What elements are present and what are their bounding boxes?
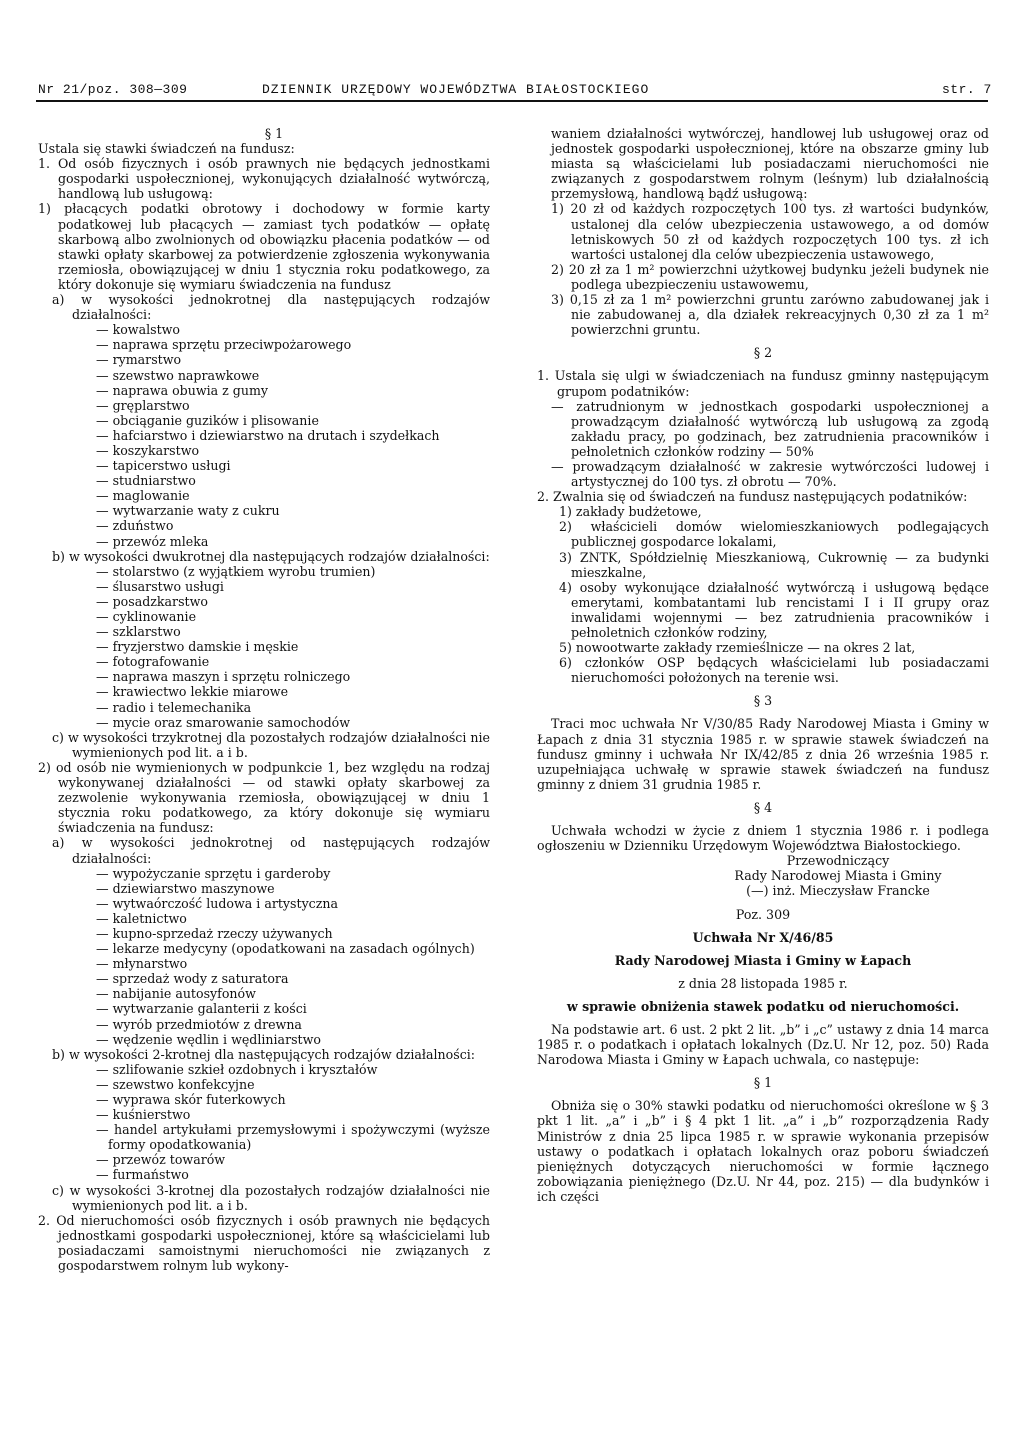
- paragraph-1: 1. Od osób fizycznych i osób prawnych nie będących jednostkami gospodarki uspołecznionej, wykonujących działalność wytwórczą, handlową lub usługową:: [38, 156, 490, 202]
- list-item: — posadzkarstwo: [96, 593, 208, 609]
- page-number: str. 7: [942, 82, 992, 97]
- resolution-body: Rady Narodowej Miasta i Gminy w Łapach: [614, 952, 912, 968]
- list-item: — stolarstwo (z wyjątkiem wyrobu trumien): [96, 563, 376, 579]
- section-1b-text: Obniża się o 30% stawki podatku od nieruchomości określone w § 3 pkt 1 lit. „a” i „b” i § 4 pkt 1 lit. „a” i „b” rozporządzenia Rady Ministrów z dnia 25 lipca 1985 r. w sprawie wykonania przepisów ustawy o podatkach i opłatach lokalnych oraz poboru świadczeń pieniężnych dotyczących nieruchomości w formie łącznego zobowiązania pieniężnego (Dz.U. Nr 44, poz. 215) — dla budynków i ich części: [537, 1098, 989, 1204]
- list-item: — kuśnierstwo: [96, 1107, 191, 1123]
- list-item: — wyprawa skór futerkowych: [96, 1092, 286, 1107]
- list-item: — tapicerstwo usługi: [96, 458, 231, 474]
- list-item: — furmaństwo: [96, 1167, 189, 1183]
- list-item: — obciąganie guzików i plisowanie: [96, 412, 319, 428]
- resolution-date: z dnia 28 listopada 1985 r.: [678, 975, 848, 991]
- section-4-text: Uchwała wchodzi w życie z dniem 1 stycznia 1986 r. i podlega ogłoszeniu w Dzienniku Urzędowym Województwa Białostockiego.: [537, 823, 989, 854]
- list-item: — radio i telemechanika: [96, 699, 252, 715]
- list-item: — gręplarstwo: [96, 397, 190, 413]
- relief-intro: 1. Ustala się ulgi w świadczeniach na fundusz gminny następującym grupom podatników:: [537, 368, 989, 399]
- list-item: — ślusarstwo usługi: [96, 578, 224, 594]
- left-column: [38, 126, 490, 1426]
- point-1: 1) płacących podatki obrotowy i dochodowy w formie karty podatkowej lub płacących — zamiast tych podatków — opłatę skarbową albo zwolnionych od obowiązku płacenia podatków — od stawki opłaty skarbowej za potwierdzenie zgłoszenia wykonywania rzemiosła, obowiązującej w dniu 1 stycznia roku podatkowego, za który dokonuje się wymiaru świadczenia na fundusz: [38, 201, 490, 292]
- resolution-title: Uchwała Nr X/46/85: [692, 929, 834, 945]
- list-item: — naprawa sprzętu przeciwpożarowego: [96, 337, 352, 353]
- exemption-list: [537, 504, 989, 685]
- list-item: — krawiectwo lekkie miarowe: [96, 684, 289, 700]
- section-4-heading: § 4: [753, 799, 773, 815]
- list-item: — lekarze medycyny (opodatkowani na zasadach ogólnych): [96, 941, 475, 957]
- list-item: — zduństwo: [96, 518, 174, 534]
- header-rule: [36, 100, 988, 102]
- subpoint-a: a) w wysokości jednokrotnej dla następujących rodzajów działalności:: [52, 292, 490, 323]
- list-item: — wytwarzanie galanterii z kości: [96, 1001, 307, 1017]
- subpoint-b: b) w wysokości dwukrotnej dla następujących rodzajów działalności:: [52, 548, 490, 564]
- signature-body: Rady Narodowej Miasta i Gminy: [734, 868, 942, 884]
- subpoint-a2: a) w wysokości jednokrotnej od następujących rodzajów działalności:: [52, 835, 490, 866]
- relief-b: — prowadzącym działalność w zakresie wytwórczości ludowej i artystycznej do 100 tys. zł obrotu — 70%.: [551, 458, 989, 490]
- list-item: — koszykarstwo: [96, 442, 200, 458]
- list-item: — sprzedaż wody z saturatora: [96, 971, 289, 987]
- list-item: — młynarstwo: [96, 956, 188, 972]
- list-item: — szewstwo naprawkowe: [96, 367, 260, 383]
- page-header: [0, 0, 1024, 104]
- signature-title: Przewodniczący: [786, 853, 890, 869]
- issue-number: Nr 21/poz. 308—309: [38, 82, 188, 97]
- list-item: — kupno-sprzedaż rzeczy używanych: [96, 925, 333, 941]
- list-item: 4) osoby wykonujące działalność wytwórczą i usługową będące emerytami, kombatantami lub rencistami I i II grupy oraz inwalidami wojennymi — bez zatrudnienia pracowników i pełnoletnich członków rodziny,: [559, 579, 989, 640]
- relief-a: — zatrudnionym w jednostkach gospodarki uspołecznionej a prowadzącym działalność wytwórczą lub usługową za zgodą zakładu pracy, po godzinach, bez zatrudnienia pracowników i pełnoletnich członków rodziny — 50%: [551, 398, 989, 459]
- list-item: — rymarstwo: [96, 352, 182, 368]
- subpoint-b2: b) w wysokości 2-krotnej dla następujących rodzajów działalności:: [52, 1046, 476, 1062]
- section-3-heading: § 3: [753, 693, 773, 709]
- activity-list-a2: [38, 866, 490, 1047]
- rate-2: 2) 20 zł za 1 m² powierzchni użytkowej budynku jeżeli budynek nie podlega ubezpieczeniu ustawowemu,: [551, 261, 989, 292]
- list-item: 6) członków OSP będących właścicielami lub posiadaczami nieruchomości położonych na terenie wsi.: [559, 655, 989, 686]
- list-item: — wędzenie wędlin i wędliniarstwo: [96, 1031, 321, 1047]
- list-item: — wypożyczanie sprzętu i garderoby: [96, 865, 331, 881]
- resolution-subject: w sprawie obniżenia stawek podatku od nieruchomości.: [566, 998, 960, 1014]
- subpoint-c: c) w wysokości trzykrotnej dla pozostałych rodzajów działalności nie wymienionych pod lit. a i b.: [52, 729, 490, 760]
- subpoint-c2: c) w wysokości 3-krotnej dla pozostałych rodzajów działalności nie wymienionych pod lit. a i b.: [52, 1182, 490, 1213]
- list-item: — wytwaórczość ludowa i artystyczna: [96, 895, 338, 911]
- section-1b-heading: § 1: [753, 1075, 773, 1091]
- list-item: — przewóz towarów: [96, 1152, 226, 1168]
- list-item: 5) nowootwarte zakłady rzemieślnicze — na okres 2 lat,: [559, 640, 916, 656]
- activity-list-b: [38, 564, 490, 730]
- continuation: waniem działalności wytwórczej, handlowej lub usługowej oraz od jednostek gospodarki uspołecznionej, które na obszarze gminy lub miasta są właścicielami lub posiadaczami nieruchomości nie związanych z gospodarstwem rolnym (leśnym) lub działalnością przemysłową, handlową bądź usługową:: [551, 126, 989, 202]
- section-3-text: Traci moc uchwała Nr V/30/85 Rady Narodowej Miasta i Gminy w Łapach z dnia 31 stycznia 1985 r. w sprawie stawek świadczeń na fundusz gminny i uchwała Nr IX/42/85 z dnia 26 września 1985 r. uzupełniająca uchwałę w sprawie stawek świadczeń na fundusz gminny z dniem 31 grudnia 1985 r.: [537, 716, 989, 792]
- list-item: — fotografowanie: [96, 654, 210, 670]
- list-item: — szlifowanie szkieł ozdobnych i kryształów: [96, 1061, 378, 1077]
- list-item: — studniarstwo: [96, 473, 196, 489]
- activity-list-a: [38, 322, 490, 548]
- list-item: — kaletnictwo: [96, 910, 187, 926]
- right-column: [537, 126, 989, 1426]
- list-item: — nabijanie autosyfonów: [96, 986, 256, 1002]
- list-item: — kowalstwo: [96, 322, 181, 338]
- section-1-heading: § 1: [264, 126, 284, 141]
- list-item: — szewstwo konfekcyjne: [96, 1076, 255, 1092]
- section-2-heading: § 2: [753, 345, 773, 361]
- signature-name: (—) inż. Mieczysław Francke: [746, 883, 930, 899]
- list-item: — maglowanie: [96, 488, 190, 504]
- legal-basis: Na podstawie art. 6 ust. 2 pkt 2 lit. „b” i „c” ustawy z dnia 14 marca 1985 r. o podatkach i opłatach lokalnych (Dz.U. Nr 12, poz. 50) Rada Narodowa Miasta i Gminy w Łapach uchwala, co następuje:: [537, 1021, 989, 1068]
- rate-1: 1) 20 zł od każdych rozpoczętych 100 tys. zł wartości budynków, ustalonej dla celów ubezpieczenia ustawowego, a od domów letniskowych 50 zł od każdych rozpoczętych 100 tys. zł ich wartości ustalonej dla celów ubezpieczenia ustawowego,: [551, 201, 989, 262]
- point-2: 2) od osób nie wymienionych w podpunkcie 1, bez względu na rodzaj wykonywanej działalności — od stawki opłaty skarbowej za zezwolenie wykonywania rzemiosła, obowiązującej w dniu 1 stycznia roku podatkowego, za który dokonuje się wymiaru świadczenia na fundusz:: [38, 759, 490, 836]
- list-item: — dziewiarstwo maszynowe: [96, 880, 275, 896]
- activity-list-b2: [38, 1062, 490, 1183]
- position-number: Poz. 309: [735, 906, 791, 922]
- rate-3: 3) 0,15 zł za 1 m² powierzchni gruntu zarówno zabudowanej jak i nie zabudowanej a, dla działek rekreacyjnych 0,30 zł za 1 m² powierzchni gruntu.: [551, 292, 989, 338]
- list-item: 1) zakłady budżetowe,: [559, 504, 702, 520]
- journal-title: DZIENNIK URZĘDOWY WOJEWÓDZTWA BIAŁOSTOCKIEGO: [262, 82, 650, 97]
- list-item: — mycie oraz smarowanie samochodów: [96, 714, 351, 730]
- list-item: — hafciarstwo i dziewiarstwo na drutach i szydełkach: [96, 427, 440, 443]
- list-item: — handel artykułami przemysłowymi i spożywczymi (wyższe formy opodatkowania): [96, 1122, 490, 1153]
- paragraph-2: 2. Od nieruchomości osób fizycznych i osób prawnych nie będących jednostkami gospodarki uspołecznionej, które są właścicielami lub posiadaczami samoistnymi nieruchomości nie związanych z gospodarstwem rolnym lub wykony-: [38, 1212, 490, 1274]
- intro: Ustala się stawki świadczeń na fundusz:: [38, 141, 295, 157]
- list-item: — naprawa obuwia z gumy: [96, 382, 269, 398]
- list-item: 2) właścicieli domów wielomieszkaniowych podlegających publicznej gospodarce lokalami,: [559, 519, 989, 550]
- list-item: — szklarstwo: [96, 624, 181, 640]
- list-item: — fryzjerstwo damskie i męskie: [96, 639, 299, 655]
- exemption-intro: 2. Zwalnia się od świadczeń na fundusz następujących podatników:: [537, 489, 968, 505]
- list-item: — cyklinowanie: [96, 609, 197, 624]
- list-item: — wytwarzanie waty z cukru: [96, 503, 280, 519]
- list-item: 3) ZNTK, Spółdzielnię Mieszkaniową, Cukrownię — za budynki mieszkalne,: [559, 549, 989, 580]
- list-item: — wyrób przedmiotów z drewna: [96, 1016, 302, 1032]
- list-item: — przewóz mleka: [96, 533, 209, 549]
- list-item: — naprawa maszyn i sprzętu rolniczego: [96, 669, 351, 685]
